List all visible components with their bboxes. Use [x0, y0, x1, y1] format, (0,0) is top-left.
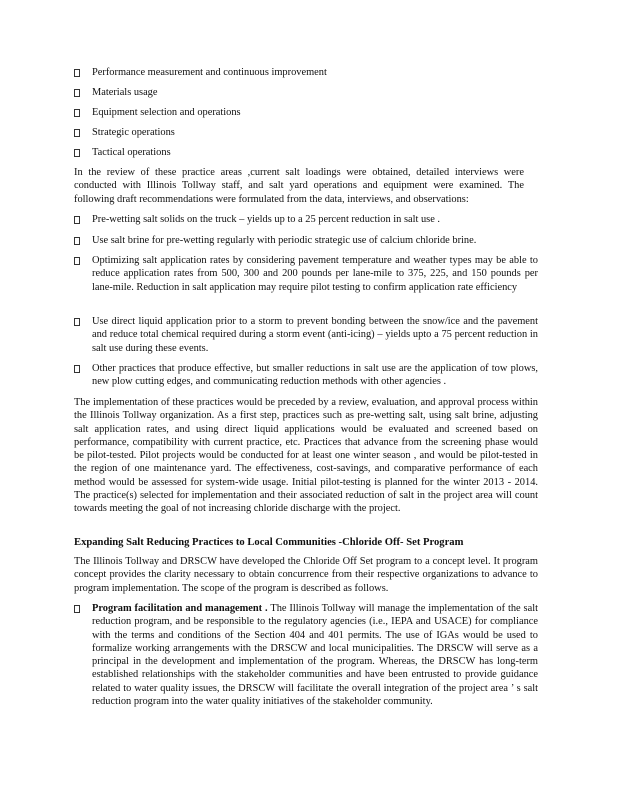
program-item: [92, 602, 538, 708]
recommendation-item: Other practices that produce effective, but smaller reductions in salt use are the application of tow plows, new plow cutting edges, and communicating reduction methods with other agencies .: [92, 363, 538, 388]
bullet-marker: [74, 106, 80, 119]
recommendation-item: Optimizing salt application rates by considering pavement temperature and weather types may be able to reduce application rates from 500, 300 and 200 pounds per lane-mile to 375, 225, and 150 pounds per lane-mile. Reduction in salt application may require pilot testing to confirm application rate efficiency: [92, 255, 538, 293]
section-heading: Expanding Salt Reducing Practices to Local Communities -Chloride Off- Set Program: [74, 537, 464, 548]
bullet-marker: [74, 146, 80, 159]
bullet-marker: [74, 234, 80, 247]
program-item-text: The Illinois Tollway will manage the implementation of the salt reduction program, and be responsible to the regulatory agencies (i.e., IEPA and USACE) for compliance with the terms and conditions of the Section 404 and 401 permits. The use of IGAs would be used to formalize working arrangements with the DRSCW and local municipalities. The DRSCW will serve as a principal in the development and implementation of the program. Whereas, the DRSCW has long-term established relationships with the stakeholder communities and have been entrusted to provide guidance related to water quality issues, the DRSCW will facilitate the overall integration of the project area ’ s salt reduction program into the water quality initiatives of the stakeholder community.: [92, 603, 538, 708]
bullet-marker: [74, 66, 80, 79]
bullet-marker: [74, 213, 80, 226]
bullet-marker: [74, 602, 80, 615]
list-item: Performance measurement and continuous improvement: [92, 67, 327, 78]
implementation-paragraph: The implementation of these practices would be preceded by a review, evaluation, and approval process within the Illinois Tollway organization. As a first step, practices such as pre-wetting salt, using salt brine, adjusting salt application rates, and using direct liquid applications would be evaluated and screened based on performance, compatibility with current practice, etc. Practices that advance from the screening phase would be pilot-tested. Pilot projects would be conducted for at least one winter season , and would be pilot-tested in the region of one maintenance yard. The effectiveness, cost-savings, and comparative performance of each method would be assessed for system-wide usage. Initial pilot-testing is planned for the winter 2013 - 2014. The practice(s) selected for implementation and their associated reduction of salt in the project area will count towards meeting the goal of not increasing chloride discharge with the project.: [74, 397, 538, 515]
recommendation-item: Pre-wetting salt solids on the truck – yields up to a 25 percent reduction in salt use .: [92, 214, 441, 225]
section-paragraph: The Illinois Tollway and DRSCW have developed the Chloride Off Set program to a concept level. It program concept provides the clarity necessary to obtain concurrence from their respective organizations to advance to program implementation. The scope of the program is described as follows.: [74, 556, 538, 594]
list-item: Materials usage: [92, 87, 158, 98]
recommendation-item: Use direct liquid application prior to a storm to prevent bonding between the snow/ice and the pavement and reduce total chemical required during a storm event (anti-icing) – yields upto a 75 percent reduction in salt use during these events.: [92, 316, 538, 354]
bullet-marker: [74, 86, 80, 99]
list-item: Tactical operations: [92, 147, 171, 158]
intro-paragraph: In the review of these practice areas ,current salt loadings were obtained, detailed interviews were conducted with Illinois Tollway staff, and salt yard operations and equipment were examined. The following draft recommendations were formulated from the data, interviews, and observations:: [74, 167, 524, 205]
recommendation-item: Use salt brine for pre-wetting regularly with periodic strategic use of calcium chloride brine.: [92, 235, 477, 246]
bullet-marker: [74, 362, 80, 375]
bullet-marker: [74, 315, 80, 328]
list-item: Equipment selection and operations: [92, 107, 241, 118]
bullet-marker: [74, 254, 80, 267]
program-item-lead: Program facilitation and management .: [92, 603, 268, 614]
bullet-marker: [74, 126, 80, 139]
list-item: Strategic operations: [92, 127, 175, 138]
